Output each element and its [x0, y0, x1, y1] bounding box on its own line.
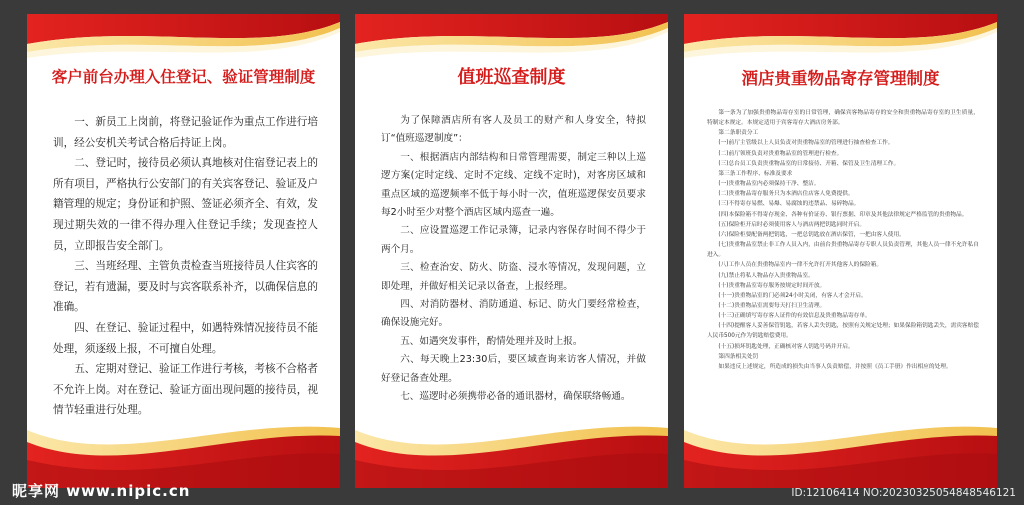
paragraph: (十四)提醒客人妥善保管钥匙，若客人丢失钥匙，按照有关规定处理；如果保险箱钥匙丢失，需宾客赔偿人民币500元作为钥匙赔偿费用。	[707, 323, 979, 340]
paragraph: 三、当班经理、主管负责检查当班接待员人住宾客的登记，若有遗漏，要及时与宾客联系补齐，以确保信息的准确。	[53, 260, 318, 314]
paragraph: 二、应设置巡逻工作记录簿，记录内容保存时间不得少于两个月。	[381, 225, 646, 255]
paragraph: (十五)损坏钥匙处理，正确核对客人钥匙号码并开启。	[718, 343, 854, 350]
paragraph: 四、对消防器材、消防通道、标记、防火门要经常检查，确保设施完好。	[381, 299, 646, 329]
paragraph: (二)贵重物品寄存服务只为本酒店住店客人免费提供。	[718, 191, 854, 198]
paragraph: (十一)贵重物品室的门必须24小时关闭，有客人才会开启。	[718, 292, 867, 299]
paragraph: 第三条工作程序、标准及要求	[718, 170, 793, 177]
paragraph: 第四条相关处罚	[718, 353, 759, 360]
bottom-wave-decoration	[684, 408, 997, 488]
paragraph: 第一条为了加强贵重物品寄存室的日常管理，确保宾客物品寄存的安全和贵重物品寄存室的卫生质量，特制定本规定。本规定适用于宾客寄存大酒店房务部。	[707, 110, 979, 127]
regulation-panel-patrol	[355, 14, 668, 488]
regulation-panel-valuables	[684, 14, 997, 488]
panel-body	[53, 112, 318, 421]
paragraph: (八)工作人员在贵重物品室内一律不允许打开其他客人的保险箱。	[718, 262, 883, 269]
paragraph: (二)前厅领班负责对贵重物品室的管理进行检查。	[718, 150, 843, 157]
paragraph: (十三)正确填写寄存客人证件的有效信息及贵重物品寄存单。	[718, 313, 871, 320]
paragraph: 第二条职责分工	[718, 130, 759, 137]
panel-title: 客户前台办理入住登记、验证管理制度	[51, 68, 316, 86]
regulation-panel-checkin	[27, 14, 340, 488]
watermark-logo: 昵享网 www.nipic.cn	[12, 482, 191, 500]
paragraph: (三)总台员工负责贵重物品室的日常接待、开箱、保管及卫生清理工作。	[718, 160, 900, 167]
paragraph: 七、巡逻时必须携带必备的通讯器材，确保联络畅通。	[400, 391, 631, 403]
paragraph: 五、定期对登记、验证工作进行考核，考核不合格者不允许上岗。对在登记、验证方面出现问题的接待员，视情节轻重进行处理。	[53, 363, 318, 417]
panel-body	[381, 112, 646, 407]
paragraph: 一、根据酒店内部结构和日常管理需要，制定三种以上巡逻方案(定时定线、定时不定线、定线不定时)，对客房区域和重点区域的巡逻频率不低于每小时一次，值班巡逻保安员要求每2小时至少对整个酒店区域内巡查一遍。	[381, 151, 646, 219]
panel-body	[707, 108, 979, 372]
paragraph: (五)保险柜开启时必须使用客人与酒店两把钥匙同时开启。	[718, 221, 866, 228]
paragraph: (十二)贵重物品室需要每天打扫卫生清理。	[718, 302, 826, 309]
panel-title: 值班巡查制度	[457, 67, 566, 88]
paragraph: 如果违反上述规定，所造成的损失由当事人负责赔偿，并按照《员工手册》作出相应的处理。	[718, 363, 952, 370]
bottom-wave-decoration	[27, 408, 340, 488]
paragraph: (九)禁止将私人物品存入贵重物品室。	[718, 272, 814, 279]
paragraph: 四、在登记、验证过程中，如遇特殊情况接待员不能处理，须逐级上报，不可擅自处理。	[53, 321, 318, 355]
paragraph: (一)贵重物品室内必须保持干净、整洁。	[718, 181, 820, 188]
paragraph: 六、每天晚上23:30后，要区域查询来访客人情况，并做好登记备查处理。	[381, 354, 646, 384]
paragraph: 五、如遇突发事件，酌情处理并及时上报。	[400, 335, 583, 347]
bottom-wave-decoration	[355, 408, 668, 488]
paragraph: (十)贵重物品室寄存服务按规定时间开放。	[718, 282, 826, 289]
paragraph: 三、检查治安、防火、防盗、浸水等情况，发现问题，立即处理，并做好相关记录以备查，上报经理。	[381, 262, 646, 292]
paragraph: 一、新员工上岗前，将登记验证作为重点工作进行培训，经公安机关考试合格后持证上岗。	[53, 116, 318, 149]
paragraph: (三)不得寄存易燃、易爆、易腐蚀的违禁品、易碎物品。	[718, 201, 860, 208]
paragraph: (一)前厅主管级以上人员负责对贵重物品室的管理进行抽查检查工作。	[718, 140, 894, 147]
paragraph: 二、登记时，接待员必须认真地核对住宿登记表上的所有项目，严格执行公安部门的有关宾客登记、验证及户籍管理的规定；身份证和护照、签证必须齐全、有效，发现过期失效的一律不得办理入住登记手续；发现查控人员，立即报告安全部门。	[53, 157, 318, 252]
paragraph: (六)保险柜要配备两把钥匙，一把总钥匙放在酒店保管，一把由客人使用。	[718, 231, 905, 238]
paragraph: 为了保障酒店所有客人及员工的财产和人身安全，特拟订“值班巡逻制度”：	[381, 115, 646, 145]
paragraph: (七)贵重物品室禁止非工作人员入内，由前台贵重物品寄存专职人员负责管理，其他人员一律不允许私自进入。	[707, 242, 979, 259]
panel-title: 酒店贵重物品寄存管理制度	[741, 69, 940, 88]
watermark-id: ID:12106414 NO:20230325054848546121	[791, 487, 1016, 499]
paragraph: (四)本保险箱不得寄存现金、各种有价证券、银行票据、印章及其他法律规定严格监管的贵重物品。	[718, 211, 968, 218]
